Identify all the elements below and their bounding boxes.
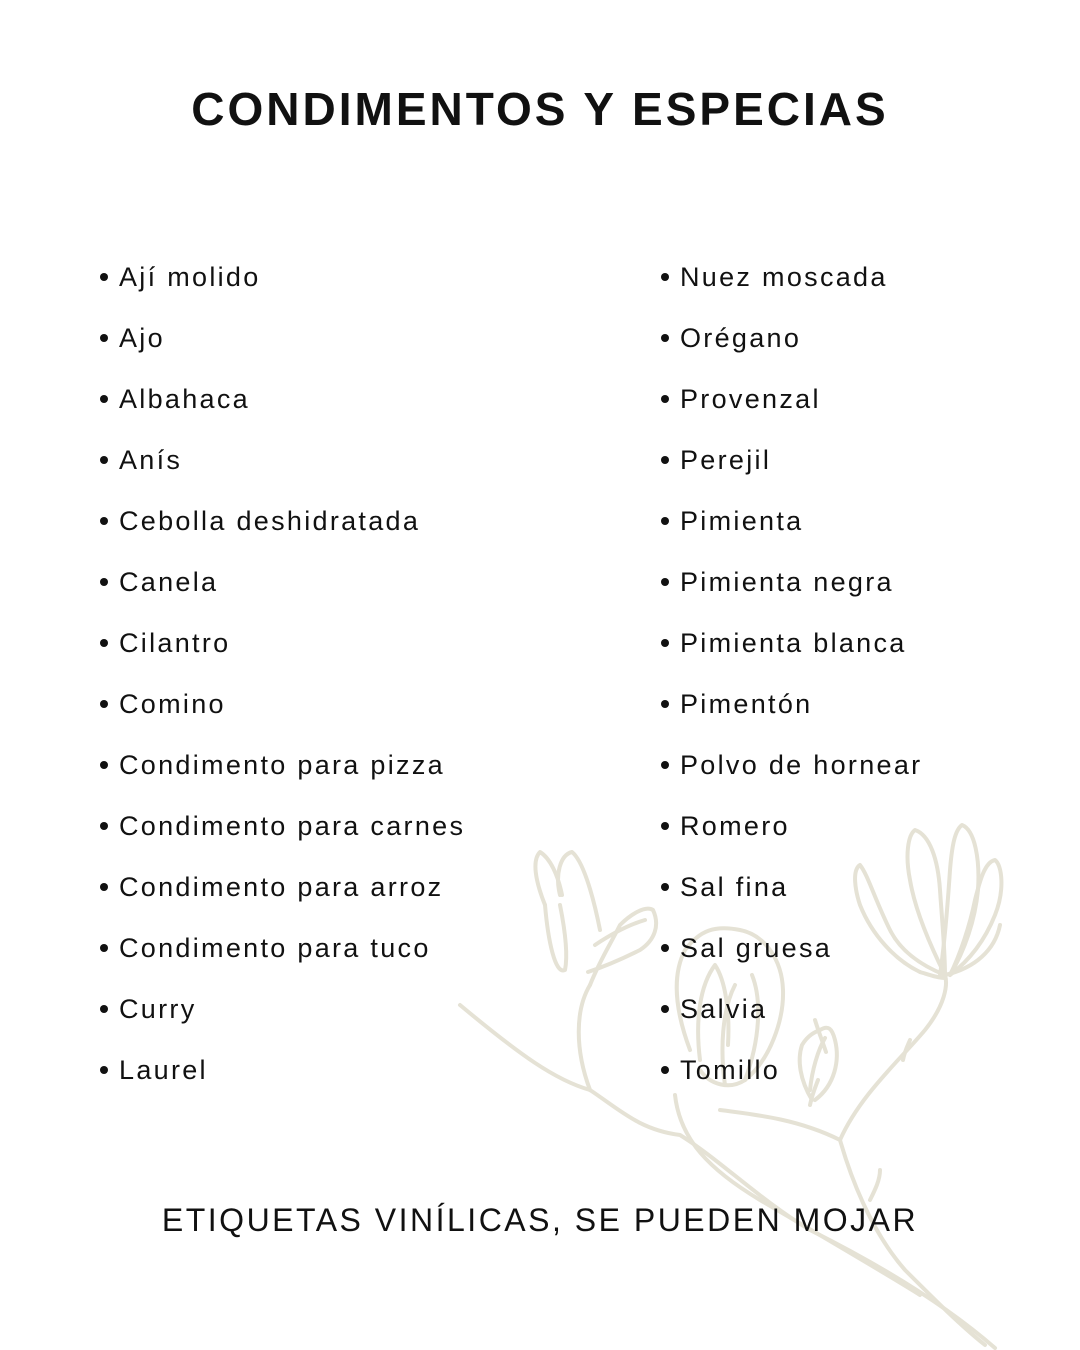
list-item [100,247,465,308]
bullet-dot-icon [661,639,669,647]
list-item [100,796,465,857]
list-item [661,674,922,735]
bullet-dot-icon [661,1066,669,1074]
list-item-label: Perejil [680,445,772,475]
bullet-dot-icon [661,334,669,342]
list-item-label: Romero [680,811,790,841]
list-item [100,918,465,979]
list-item-label: Pimienta [680,506,804,536]
list-item-label: Polvo de hornear [680,750,923,780]
list-item-label: Curry [119,994,197,1024]
list-item-label: Sal gruesa [680,933,833,963]
list-item-label: Canela [119,567,219,597]
list-item [661,247,922,308]
list-item [661,369,922,430]
list-item [100,369,465,430]
list-item [100,979,465,1040]
list-item-label: Condimento para carnes [119,811,466,841]
list-item-label: Ajo [119,323,165,353]
list-item [661,1040,922,1101]
list-item [661,857,922,918]
list-item-label: Provenzal [680,384,821,414]
bullet-dot-icon [661,517,669,525]
footer-note: ETIQUETAS VINÍLICAS, SE PUEDEN MOJAR [161,1202,919,1238]
list-item [661,552,922,613]
list-item [100,308,465,369]
bullet-dot-icon [661,395,669,403]
list-item-label: Condimento para pizza [119,750,445,780]
list-item-label: Laurel [119,1055,208,1085]
list-item-label: Tomillo [680,1055,781,1085]
bullet-dot-icon [661,273,669,281]
list-item [661,308,922,369]
bullet-dot-icon [100,395,108,403]
list-item-label: Condimento para arroz [119,872,444,902]
bullet-dot-icon [100,517,108,525]
bullet-dot-icon [661,822,669,830]
bullet-dot-icon [661,578,669,586]
bullet-dot-icon [661,883,669,891]
bullet-dot-icon [100,639,108,647]
list-item-label: Comino [119,689,226,719]
bullet-dot-icon [100,1066,108,1074]
list-item-label: Cebolla deshidratada [119,506,421,536]
bullet-dot-icon [100,822,108,830]
list-item-label: Orégano [680,323,802,353]
bullet-dot-icon [100,761,108,769]
list-item [100,491,465,552]
list-item-label: Ají molido [119,262,261,292]
bullet-dot-icon [100,334,108,342]
bullet-dot-icon [661,944,669,952]
bullet-dot-icon [661,456,669,464]
list-item [661,979,922,1040]
spice-list-left [100,247,465,1101]
list-item [661,735,922,796]
bullet-dot-icon [661,1005,669,1013]
list-item [100,430,465,491]
list-item [100,552,465,613]
list-item-label: Condimento para tuco [119,933,431,963]
list-item-label: Pimentón [680,689,813,719]
list-item-label: Nuez moscada [680,262,888,292]
bullet-dot-icon [100,273,108,281]
list-item-label: Albahaca [119,384,250,414]
bullet-dot-icon [661,761,669,769]
bullet-dot-icon [100,578,108,586]
bullet-dot-icon [100,456,108,464]
list-item [661,430,922,491]
list-item [100,674,465,735]
list-item [100,613,465,674]
list-item-label: Anís [119,445,183,475]
list-item [661,491,922,552]
spice-list-right [661,247,922,1101]
page-title: CONDIMENTOS Y ESPECIAS [191,83,889,135]
bullet-dot-icon [100,883,108,891]
bullet-dot-icon [100,944,108,952]
list-item [661,796,922,857]
list-item-label: Cilantro [119,628,231,658]
list-item [100,735,465,796]
bullet-dot-icon [100,1005,108,1013]
list-item-label: Pimienta blanca [680,628,907,658]
bullet-dot-icon [100,700,108,708]
list-item-label: Salvia [680,994,768,1024]
list-item-label: Pimienta negra [680,567,894,597]
list-item [661,613,922,674]
bullet-dot-icon [661,700,669,708]
list-item [661,918,922,979]
list-item-label: Sal fina [680,872,789,902]
list-item [100,1040,465,1101]
list-item [100,857,465,918]
